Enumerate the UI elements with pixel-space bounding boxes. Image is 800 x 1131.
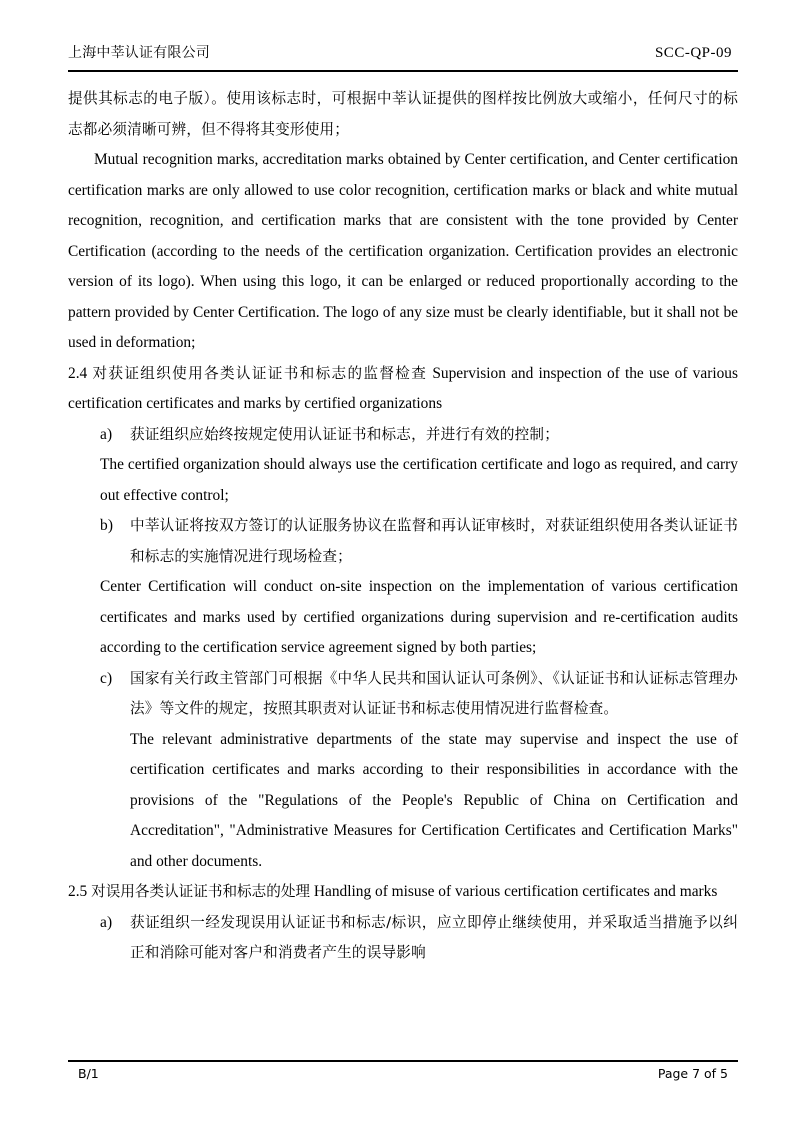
- header-rule: [68, 70, 738, 72]
- list-item-translation-c: The relevant administrative departments of the state may supervise and inspect the use of certification certificates and marks according to their responsibilities in accordance with the provisions of the "Regulations of the People's Republic of China on Certification and Accreditation", "Administrative Measures for Certification Certificates and Certification Marks" and other documents.: [130, 730, 738, 870]
- page-header: [68, 42, 738, 72]
- section-2-5-title-en: Handling of misuse of various certification certificates and marks: [313, 883, 718, 900]
- section-2-5-title-cn: 对误用各类认证证书和标志的处理: [91, 883, 311, 900]
- list-item-text-cn: 国家有关行政主管部门可根据《中华人民共和国认证认可条例》、《认证证书和认证标志管理办法》等文件的规定，按照其职责对认证证书和标志使用情况进行监督检查。: [130, 669, 738, 717]
- document-body: [68, 84, 738, 969]
- section-2-4-title-en: Supervision and inspection of the use of various certification certificates and marks by certified organizations: [68, 364, 738, 412]
- list-item-text-cn: 获证组织一经发现误用认证证书和标志/标识，应立即停止继续使用，并采取适当措施予以纠正和消除可能对客户和消费者产生的误导影响: [130, 913, 738, 961]
- footer-rule: [68, 1060, 738, 1062]
- paragraph-chinese-continuation: 提供其标志的电子版）。使用该标志时，可根据中莘认证提供的图样按比例放大或缩小，任何尺寸的标志都必须清晰可辨，但不得将其变形使用；: [68, 90, 738, 138]
- list-marker-c: c): [100, 669, 113, 687]
- list-item-translation-b: Center Certification will conduct on-site inspection on the implementation of various certification certificates and marks used by certified organizations during supervision and re-certification audits according to the certification service agreement signed by both parties;: [100, 578, 738, 656]
- list-marker-a: a): [100, 425, 113, 443]
- footer-page-number: Page 7 of 5: [657, 1066, 728, 1081]
- page-content-area: [68, 0, 738, 1131]
- list-item: [68, 908, 738, 969]
- list-item: [68, 420, 738, 451]
- list-item-text-cn: 中莘认证将按双方签订的认证服务协议在监督和再认证审核时，对获证组织使用各类认证证书和标志的实施情况进行现场检查；: [130, 517, 738, 565]
- list-marker-a: a): [100, 913, 113, 931]
- footer-revision: B/1: [78, 1066, 99, 1081]
- section-2-4-title-cn: 对获证组织使用各类认证证书和标志的监督检查: [92, 364, 428, 382]
- section-heading-2-4: [68, 359, 738, 420]
- header-company-name: 上海中莘认证有限公司: [68, 45, 210, 61]
- paragraph-english-mutual-recognition: Mutual recognition marks, accreditation marks obtained by Center certification, and Center certification certification marks are only allowed to use color recognition, certification marks or black and white mutual recognition, recognition, and certification marks that are consistent with the tone provided by Center Certification (according to the needs of the certification organization. Certification provides an electronic version of its logo). When using this logo, it can be enlarged or reduced proportionally according to the pattern provided by Center Certification. The logo of any size must be clearly identifiable, but it shall not be used in deformation;: [68, 151, 738, 351]
- header-document-code: SCC-QP-09: [654, 45, 732, 61]
- list-item-text-cn: 获证组织应始终按规定使用认证证书和标志，并进行有效的控制；: [130, 425, 560, 443]
- list-item: [68, 664, 738, 725]
- section-2-4-number: 2.4: [68, 364, 88, 382]
- list-item-translation-a: The certified organization should always use the certification certificate and logo as required, and carry out effective control;: [100, 456, 738, 504]
- list-marker-b: b): [100, 517, 114, 534]
- list-item: [68, 511, 738, 572]
- section-heading-2-5: [68, 877, 738, 908]
- section-2-5-number: 2.5: [68, 883, 88, 900]
- page-footer: [68, 1066, 738, 1081]
